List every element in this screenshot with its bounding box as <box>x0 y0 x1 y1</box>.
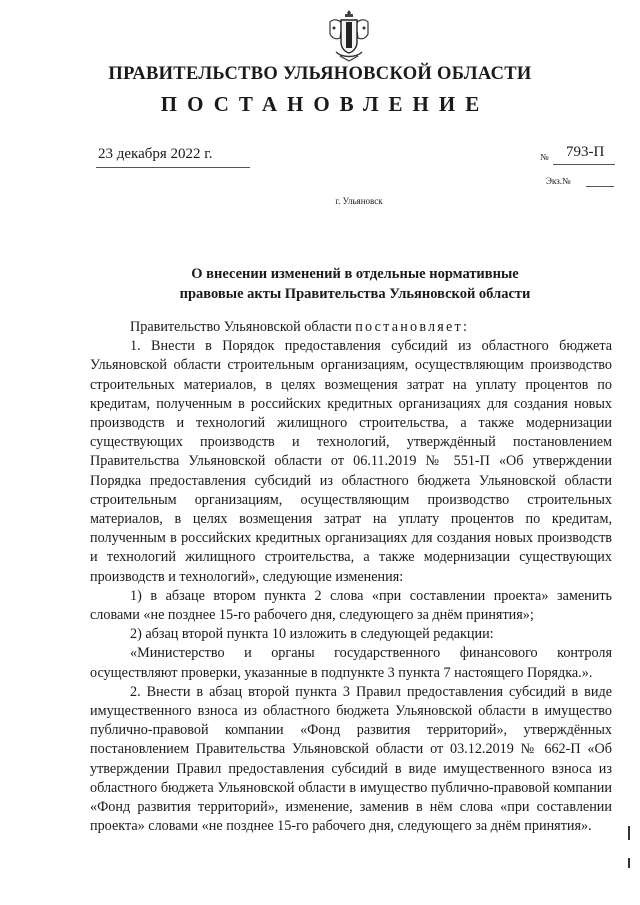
title-line-2: правовые акты Правительства Ульяновской области <box>179 286 531 302</box>
intro-paragraph <box>90 318 612 337</box>
paragraph-1-1: 1) в абзаце втором пункта 2 слова «при составлении проекта» заменить словами «не позднее 15-го рабочего дня, следующего за днём принятия»; <box>90 587 612 624</box>
number-underline <box>553 164 615 165</box>
title-line-1: О внесении изменений в отдельные нормативные <box>191 266 519 282</box>
paragraph-1-2: 2) абзац второй пункта 10 изложить в следующей редакции: <box>130 626 494 643</box>
paragraph-quote: «Министерство и органы государственного финансового контроля осуществляют проверки, указанные в подпункте 3 пункта 7 настоящего Порядка.». <box>90 645 612 681</box>
copy-underline <box>586 186 614 187</box>
decree-body <box>90 318 612 836</box>
document-type: ПОСТАНОВЛЕНИЕ <box>160 92 490 116</box>
paragraph-1: 1. Внести в Порядок предоставления субсидий из областного бюджета Ульяновской области строительным организациям, осуществляющим производство строительных материалов, в целях возмещения затрат на уплату процентов по кредитам, полученным в российских кредитных организациях для создания новых производств и технологий жилищного строительства, а также модернизации существующих производств и технологий, утверждённый постановлением Правительства Ульяновской области от 06.11.2019 № 551-П «Об утверждении Порядка предоставления субсидий из областного бюджета Ульяновской области строительным организациям, осуществляющим производство строительных материалов, в целях возмещения затрат на уплату процентов по кредитам, полученным в российских кредитных организациях для создания новых производств и технологий жилищного строительства, а также модернизации существующих производств и технологий», следующие изменения: <box>90 338 612 585</box>
coat-of-arms-icon <box>326 8 372 64</box>
scan-mark <box>628 858 630 868</box>
intro-end: : <box>462 319 467 335</box>
number-label: № <box>540 152 549 162</box>
paragraph-2: 2. Внести в абзац второй пункта 3 Правил предоставления субсидий в виде имущественного взноса из областного бюджета Ульяновской области в имущество публично-правовой компании «Фонд развития территорий», утверждённых постановлением Правительства Ульяновской области от 03.12.2019 № 662-П «Об утверждении Правил предоставления субсидий в виде имущественного взноса из областного бюджета Ульяновской области в имущество публично-правовой компании «Фонд развития территорий», изменение, заменив в нём слова «при составлении проекта» словами «не позднее 15-го рабочего дня, следующего за днём принятия». <box>90 683 612 835</box>
date-underline <box>96 167 250 168</box>
intro-lead: Правительство Ульяновской области <box>130 319 352 335</box>
decree-title <box>0 264 640 304</box>
government-name: ПРАВИТЕЛЬСТВО УЛЬЯНОВСКОЙ ОБЛАСТИ <box>108 64 532 84</box>
decree-date: 23 декабря 2022 г. <box>98 146 213 162</box>
intro-verb: постановляет <box>355 319 463 335</box>
decree-number: 793-П <box>566 144 605 160</box>
copy-label: Экз.№ <box>546 176 571 186</box>
scan-mark <box>628 826 630 840</box>
city: г. Ульяновск <box>335 196 383 206</box>
